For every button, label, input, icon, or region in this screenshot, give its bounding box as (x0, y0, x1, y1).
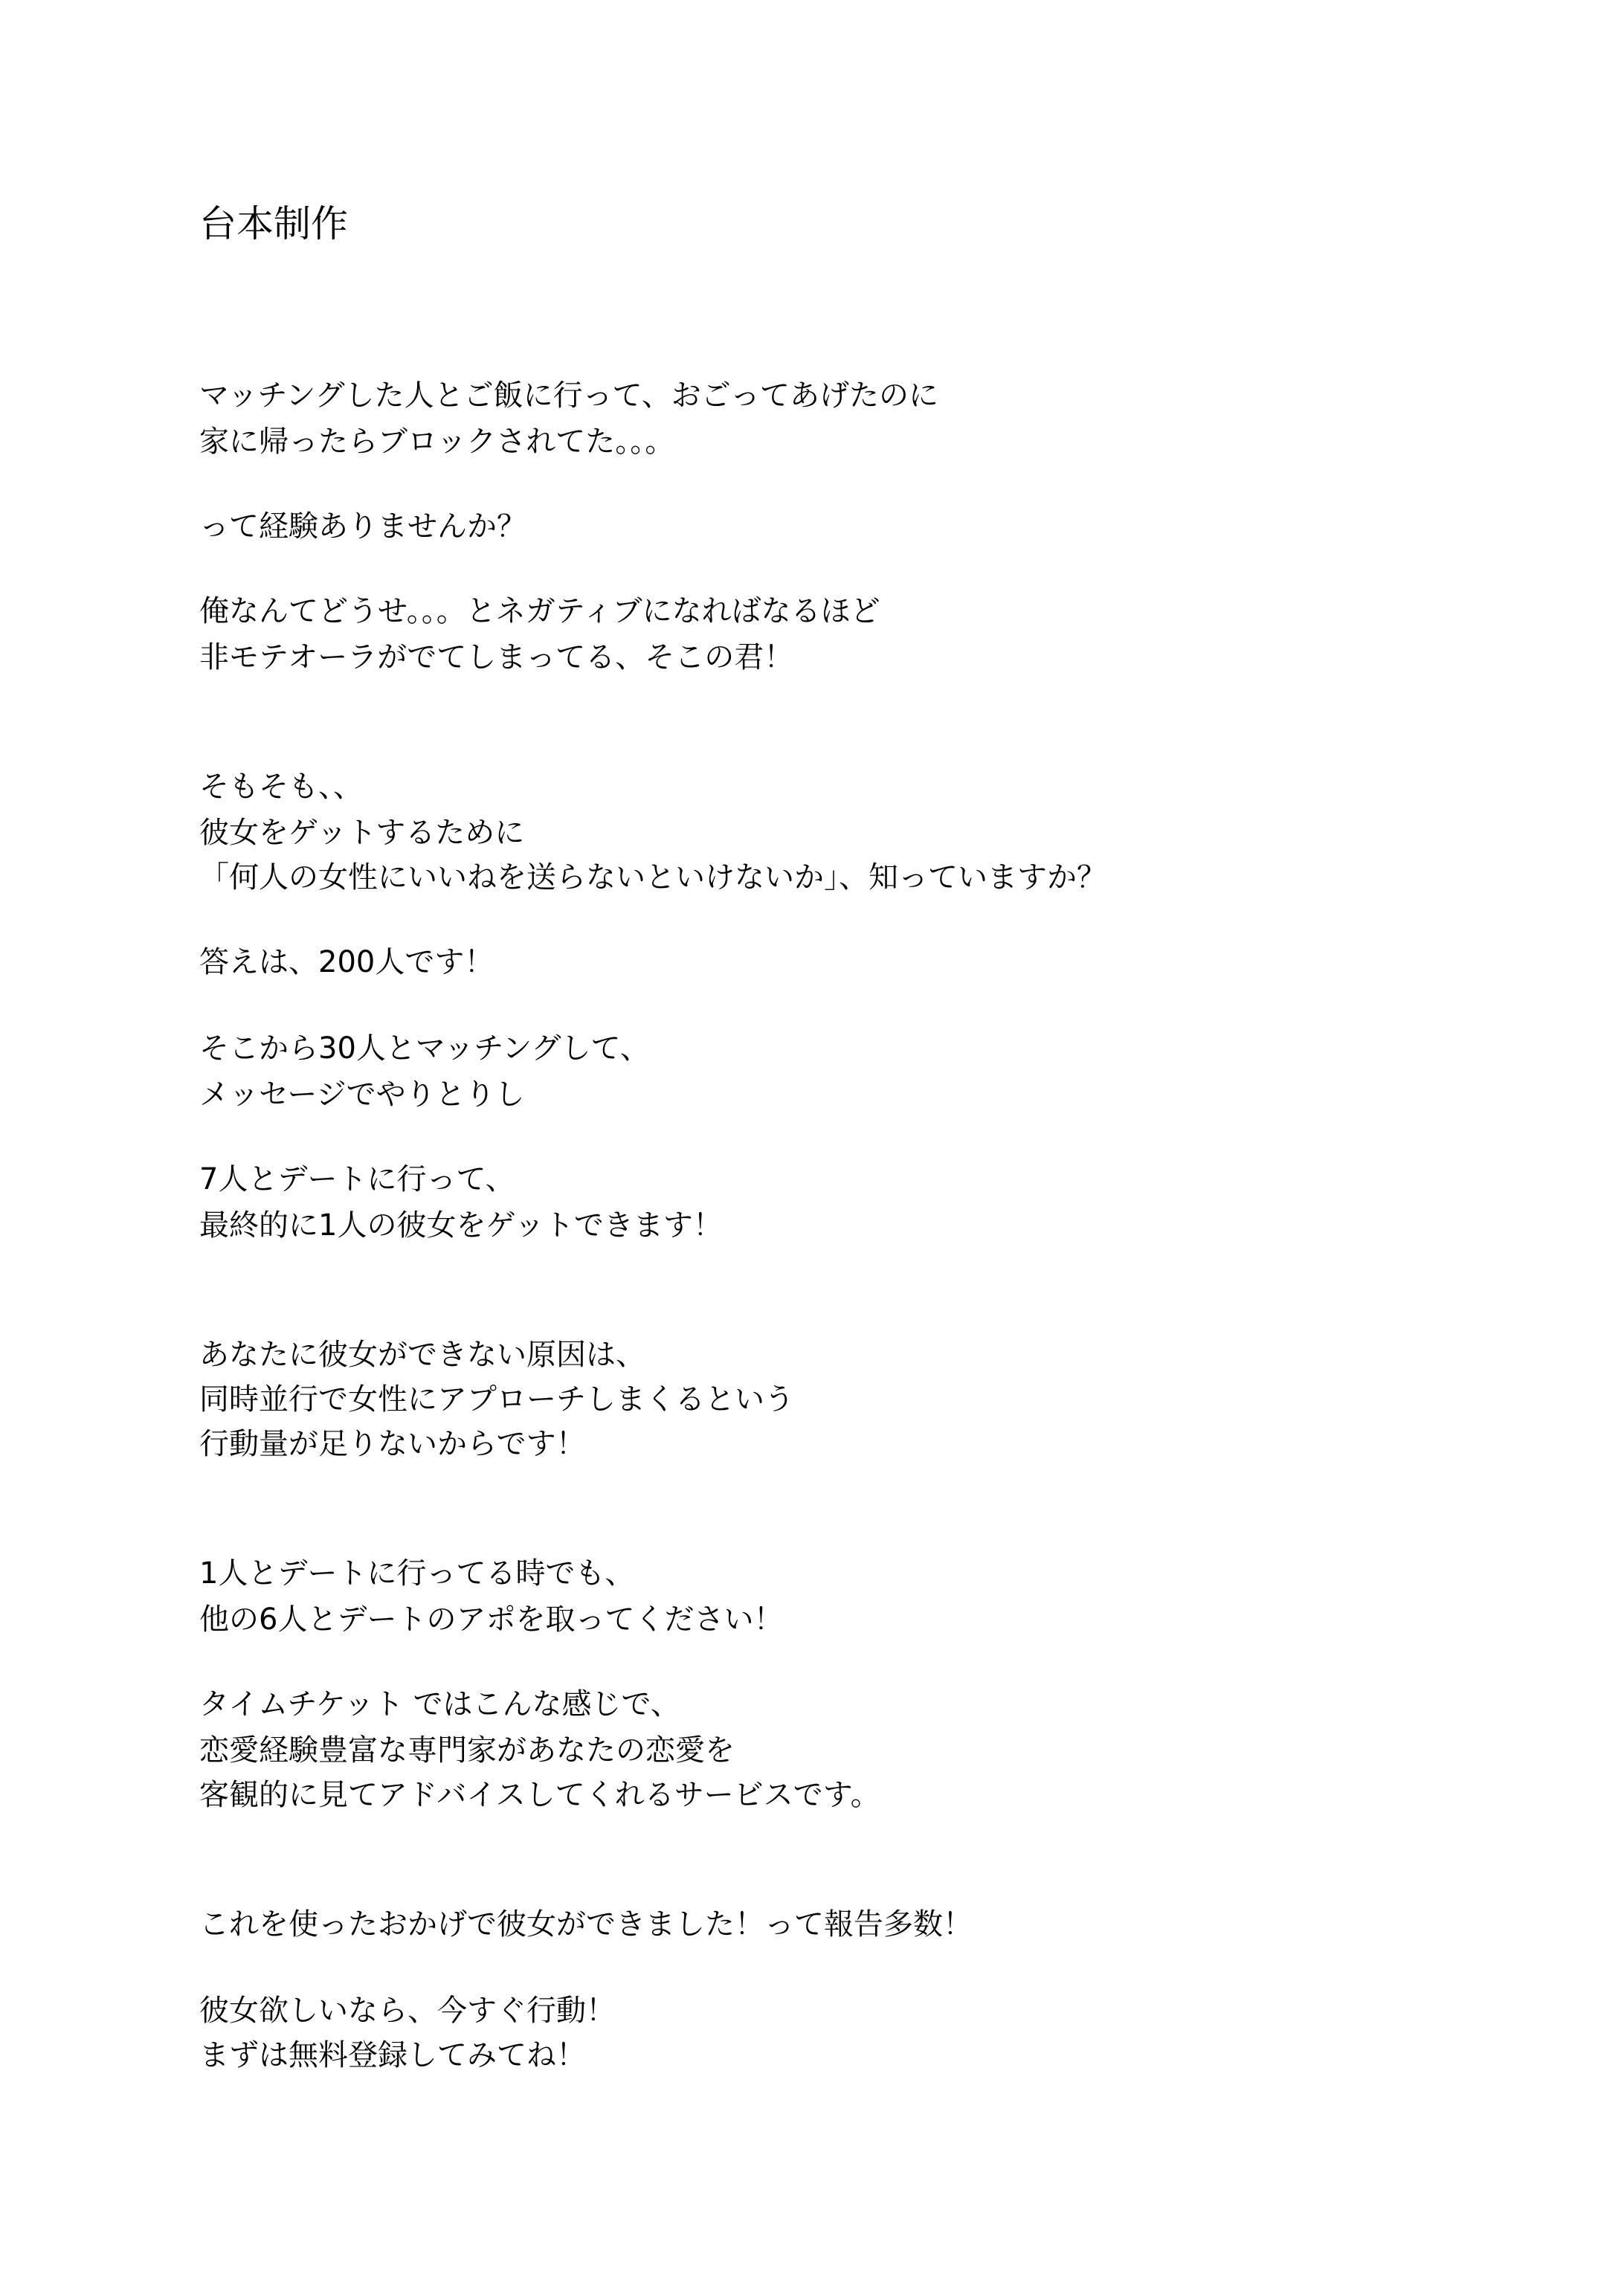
script-line: 彼女をゲットするために (199, 816, 525, 850)
script-line: まずは無料登録してみてね！ (199, 2038, 586, 2072)
script-line: 答えは、200人です！ (199, 945, 494, 979)
script-line: 他の6人とデートのアポを取ってください！ (199, 1602, 784, 1637)
script-line: 行動量が足りないからです！ (199, 1427, 586, 1461)
script-line: これを使ったおかげで彼女ができました！って報告多数！ (199, 1907, 973, 1942)
script-line: あなたに彼女ができない原因は、 (199, 1338, 645, 1372)
script-line: そこから30人とマッチングして、 (199, 1031, 650, 1066)
script-line: 7人とデートに行って、 (199, 1162, 515, 1196)
script-line: 最終的に1人の彼女をゲットできます！ (199, 1208, 723, 1243)
script-line: タイムチケット ではこんな感じで、 (199, 1687, 680, 1721)
script-line: 彼女欲しいなら、今すぐ行動！ (199, 1994, 616, 2028)
script-line: そもそも、、 (199, 770, 363, 804)
script-line: 家に帰ったらブロックされてた。。。 (199, 425, 675, 459)
script-line: 非モテオーラがでてしまってる、そこの君！ (199, 640, 794, 674)
script-line: 同時並行で女性にアプローチしまくるという (199, 1382, 794, 1417)
document-title: 台本制作 (199, 202, 348, 245)
script-line: って経験ありませんか？ (199, 509, 526, 544)
script-line: 客観的に見てアドバイスしてくれるサービスです。 (199, 1778, 880, 1812)
script-line: メッセージでやりとりし (199, 1077, 525, 1112)
script-line: マッチングした人とご飯に行って、おごってあげたのに (199, 378, 938, 413)
script-line: 恋愛経験豊富な専門家があなたの恋愛を (199, 1733, 735, 1768)
script-line: 1人とデートに行ってる時でも、 (199, 1556, 635, 1591)
script-line: 「何人の女性にいいねを送らないといけないか」、知っていますか？ (199, 860, 1106, 895)
script-line: 俺なんてどうせ。。。とネガティブになればなるほど (199, 594, 880, 628)
